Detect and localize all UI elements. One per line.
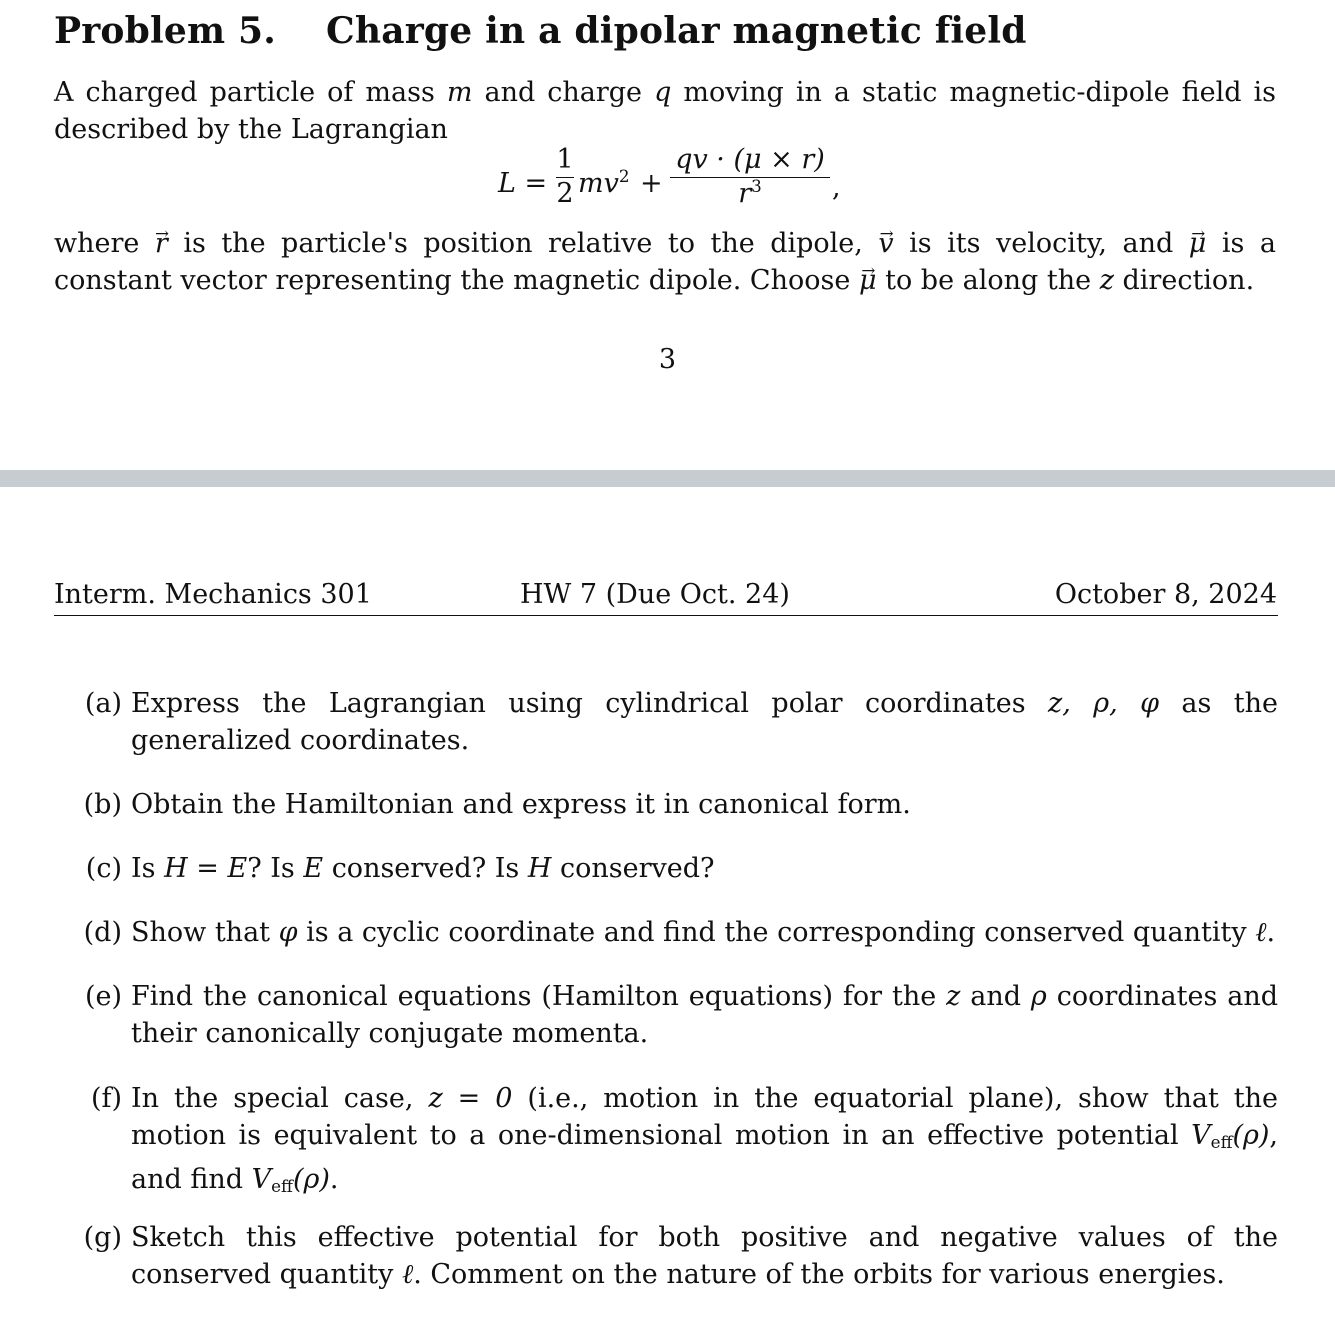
eq-potential-den: r	[738, 178, 752, 209]
item-e-text-2: and	[970, 981, 1022, 1012]
item-f-text-2: (i.e., motion in the equatorial plane), show that the motion is equivalent to a one-dimensional motion in an effective potential	[131, 1083, 1278, 1151]
item-d-phi: φ	[278, 917, 298, 948]
item-c-equals: =	[187, 853, 228, 884]
item-a	[54, 685, 1278, 759]
item-f-label: (f)	[90, 1083, 122, 1114]
page-number: 3	[658, 344, 677, 375]
header-rule	[54, 615, 1278, 616]
header-date: October 8, 2024	[1054, 579, 1277, 610]
eq-kinetic-term: mv	[578, 168, 619, 199]
item-c-text-2: ? Is	[247, 853, 295, 884]
eq-potential-fraction	[670, 146, 830, 207]
item-g-label: (g)	[83, 1222, 122, 1253]
symbol-m: m	[446, 77, 473, 108]
symbol-mu-vector-2: μ →	[859, 262, 877, 299]
where-text-1: where	[54, 228, 140, 259]
item-f-text-3: , and find	[131, 1120, 1279, 1196]
eq-half-den: 2	[556, 178, 574, 209]
where-text-6: direction.	[1122, 265, 1255, 296]
item-c-text-3: conserved? Is	[331, 853, 520, 884]
problem-heading	[54, 10, 1027, 52]
item-g-ell: ℓ	[401, 1259, 414, 1290]
item-d-text-3: .	[1266, 917, 1276, 948]
item-c-E-2: E	[303, 853, 324, 884]
intro-text-1: A charged particle of mass	[54, 77, 435, 108]
item-f-sub-2: eff	[271, 1176, 293, 1197]
problem-title: Charge in a dipolar magnetic field	[326, 10, 1027, 52]
item-f-text-4: .	[329, 1164, 339, 1196]
where-text-4: is a constant vector representing the magnetic dipole. Choose	[54, 228, 1276, 296]
where-text-5: to be along the	[885, 265, 1092, 296]
item-g-text-1: Sketch this effective potential for both positive and negative values of the conserved quantity	[131, 1222, 1278, 1290]
item-f-z-equals-0: z = 0	[428, 1083, 513, 1114]
item-b-label: (b)	[83, 789, 122, 820]
symbol-r-vector: r →	[155, 225, 168, 262]
item-e	[54, 978, 1278, 1052]
item-c-text-4: conserved?	[560, 853, 715, 884]
item-b	[54, 786, 1278, 823]
item-c	[54, 850, 1278, 887]
item-d	[54, 914, 1278, 951]
item-e-label: (e)	[84, 981, 122, 1012]
item-f	[54, 1080, 1278, 1205]
eq-potential-den-exp: 3	[751, 176, 762, 196]
where-paragraph	[54, 225, 1276, 299]
item-a-coords: z, ρ, φ	[1048, 688, 1159, 719]
symbol-mu-vector: μ →	[1189, 225, 1207, 262]
eq-half-fraction	[556, 146, 574, 207]
intro-text-3: moving in a static magnetic-dipole field is described by the Lagrangian	[54, 77, 1277, 145]
item-c-H-2: H	[527, 853, 552, 884]
item-d-ell: ℓ	[1255, 917, 1267, 948]
intro-paragraph	[54, 74, 1276, 148]
eq-trailing-comma: ,	[832, 172, 841, 203]
item-e-z: z	[946, 981, 961, 1012]
header-course: Interm. Mechanics 301	[54, 579, 372, 610]
item-b-text: Obtain the Hamiltonian and express it in canonical form.	[131, 789, 911, 820]
item-c-label: (c)	[85, 853, 122, 884]
item-a-label: (a)	[84, 688, 122, 719]
symbol-z: z	[1099, 265, 1114, 296]
item-f-text-1: In the special case,	[131, 1083, 414, 1114]
symbol-q: q	[654, 77, 672, 108]
item-g	[54, 1219, 1278, 1293]
header-assignment: HW 7 (Due Oct. 24)	[520, 579, 790, 610]
item-d-text-2: is a cyclic coordinate and find the corresponding conserved quantity	[306, 917, 1247, 948]
item-e-rho: ρ	[1030, 981, 1047, 1012]
symbol-v-vector: v →	[878, 225, 893, 262]
intro-text-2: and charge	[484, 77, 643, 108]
eq-kinetic	[578, 168, 630, 199]
item-a-text-2: as the generalized coordinates.	[131, 688, 1278, 756]
item-d-text-1: Show that	[131, 917, 271, 948]
eq-potential-num: qv · (μ × r)	[675, 144, 825, 175]
item-f-V-1: V	[1191, 1120, 1211, 1151]
where-text-3: is its velocity, and	[909, 228, 1174, 259]
item-f-arg-2: (ρ)	[292, 1164, 330, 1196]
item-d-label: (d)	[83, 917, 122, 948]
eq-half-num: 1	[556, 144, 574, 175]
eq-plus: +	[640, 168, 663, 199]
where-text-2: is the particle's position relative to the dipole,	[183, 228, 863, 259]
eq-kinetic-exp: 2	[618, 166, 630, 186]
item-f-sub-1: eff	[1210, 1132, 1233, 1153]
eq-lhs: L =	[498, 168, 548, 199]
item-g-text-2: . Comment on the nature of the orbits for various energies.	[413, 1259, 1225, 1290]
item-c-H-1: H	[164, 853, 188, 884]
page-separator	[0, 470, 1335, 487]
item-c-E-1: E	[227, 853, 248, 884]
lagrangian-equation	[490, 144, 850, 220]
item-e-text-3: coordinates and their canonically conjugate momenta.	[131, 981, 1278, 1049]
item-e-text-1: Find the canonical equations (Hamilton equations) for the	[131, 981, 937, 1012]
problem-number: Problem 5.	[54, 10, 277, 52]
item-c-text-1: Is	[131, 853, 156, 884]
item-f-arg-1: (ρ)	[1232, 1120, 1270, 1151]
item-a-text-1: Express the Lagrangian using cylindrical polar coordinates	[131, 688, 1026, 719]
item-f-V-2: V	[251, 1164, 272, 1196]
